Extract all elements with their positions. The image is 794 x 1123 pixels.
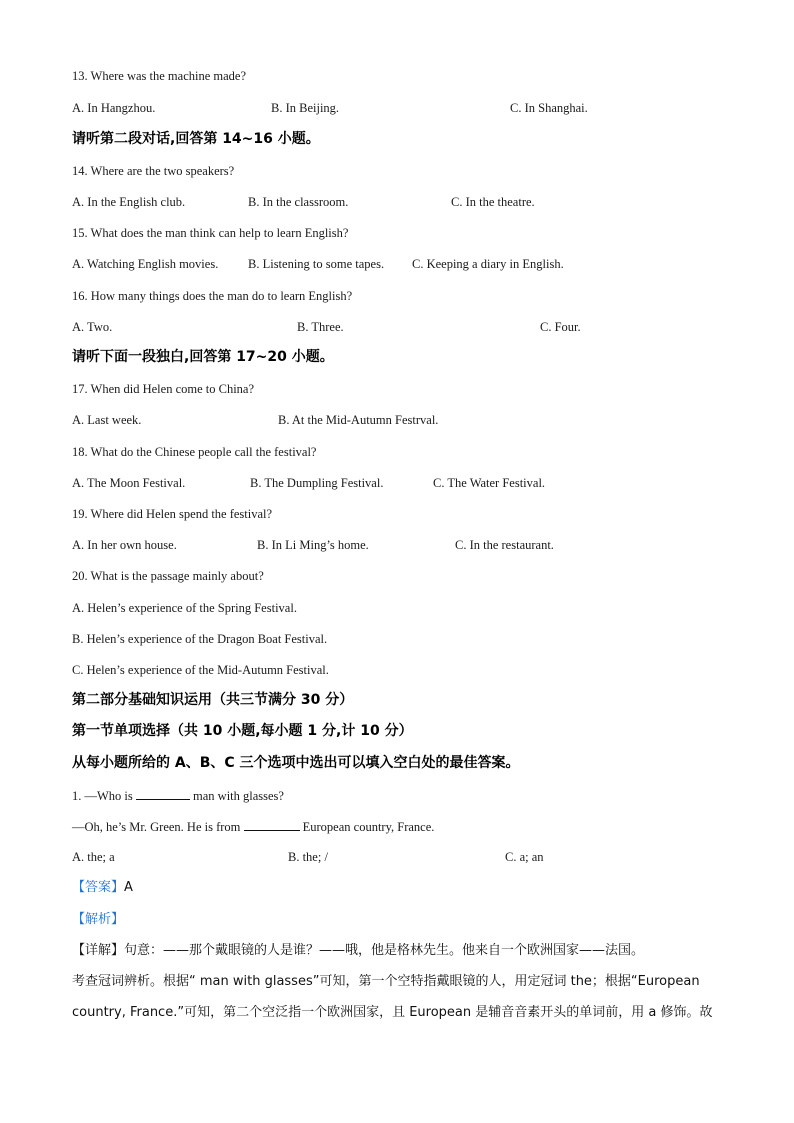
- question-14: 14. Where are the two speakers?: [72, 164, 235, 178]
- q1-line2-after: European country, France.: [302, 820, 435, 834]
- q13-option-c: C. In Shanghai.: [510, 101, 588, 115]
- part-two-heading: 第二部分基础知识运用（共三节满分 30 分）: [72, 692, 354, 708]
- q15-option-b: B. Listening to some tapes.: [248, 257, 385, 271]
- q16-option-c: C. Four.: [540, 320, 581, 334]
- question-15: 15. What does the man think can help to learn English?: [72, 226, 349, 240]
- q17-option-b: B. At the Mid-Autumn Festrval.: [278, 413, 439, 427]
- q14-option-c: C. In the theatre.: [451, 195, 535, 209]
- question-1-line-2: [72, 818, 434, 835]
- q19-option-a: A. In her own house.: [72, 538, 177, 552]
- q1-option-c: C. a; an: [505, 850, 544, 864]
- q15-option-c: C. Keeping a diary in English.: [412, 257, 564, 271]
- q20-option-c: C. Helen’s experience of the Mid-Autumn Festival.: [72, 663, 329, 677]
- detail-tag: 【详解】: [72, 943, 125, 958]
- q17-option-a: A. Last week.: [72, 413, 142, 427]
- detail-line: [72, 942, 644, 960]
- q20-option-b: B. Helen’s experience of the Dragon Boat Festival.: [72, 632, 328, 646]
- section-heading-17-20: 请听下面一段独白,回答第 17~20 小题。: [72, 349, 334, 365]
- answer-value: A: [124, 880, 133, 895]
- q1-option-b: B. the; /: [288, 850, 328, 864]
- answer-blank: [244, 818, 300, 831]
- question-18: 18. What do the Chinese people call the festival?: [72, 445, 317, 459]
- question-20: 20. What is the passage mainly about?: [72, 569, 264, 583]
- q1-line1-before: 1. —Who is: [72, 789, 133, 803]
- q18-option-c: C. The Water Festival.: [433, 476, 546, 490]
- answer-blank: [136, 787, 190, 800]
- answer-line: [72, 879, 133, 897]
- q13-option-b: B. In Beijing.: [271, 101, 340, 115]
- q19-option-b: B. In Li Ming’s home.: [257, 538, 369, 552]
- q16-option-a: A. Two.: [72, 320, 113, 334]
- q18-option-b: B. The Dumpling Festival.: [250, 476, 384, 490]
- q19-option-c: C. In the restaurant.: [455, 538, 554, 552]
- explanation-line-2: country, France.”可知，第二个空泛指一个欧洲国家，且 European 是辅音音素开头的单词前，用 a 修饰。故: [72, 1005, 713, 1020]
- q15-option-a: A. Watching English movies.: [72, 257, 219, 271]
- q1-line2-before: —Oh, he’s Mr. Green. He is from: [72, 820, 241, 834]
- question-13: 13. Where was the machine made?: [72, 69, 246, 83]
- q14-option-a: A. In the English club.: [72, 195, 186, 209]
- answer-tag: 【答案】: [72, 880, 125, 895]
- section-one-heading: 第一节单项选择（共 10 小题,每小题 1 分,计 10 分）: [72, 723, 413, 739]
- q13-option-a: A. In Hangzhou.: [72, 101, 156, 115]
- analysis-line: [72, 911, 124, 929]
- q16-option-b: B. Three.: [297, 320, 344, 334]
- question-16: 16. How many things does the man do to learn English?: [72, 289, 353, 303]
- detail-text: 句意：——那个戴眼镜的人是谁？——哦，他是格林先生。他来自一个欧洲国家——法国。: [124, 943, 645, 958]
- q20-option-a: A. Helen’s experience of the Spring Festival.: [72, 601, 297, 615]
- q14-option-b: B. In the classroom.: [248, 195, 349, 209]
- q1-line1-after: man with glasses?: [193, 789, 284, 803]
- q1-option-a: A. the; a: [72, 850, 115, 864]
- section-one-instruction: 从每小题所给的 A、B、C 三个选项中选出可以填入空白处的最佳答案。: [72, 755, 520, 771]
- q18-option-a: A. The Moon Festival.: [72, 476, 186, 490]
- question-1-line-1: [72, 787, 284, 804]
- analysis-tag: 【解析】: [72, 912, 125, 927]
- question-17: 17. When did Helen come to China?: [72, 382, 255, 396]
- question-19: 19. Where did Helen spend the festival?: [72, 507, 273, 521]
- explanation-line-1: 考查冠词辨析。根据“ man with glasses”可知，第一个空特指戴眼镜的人，用定冠词 the；根据“European: [72, 974, 700, 989]
- section-heading-14-16: 请听第二段对话,回答第 14~16 小题。: [72, 131, 320, 147]
